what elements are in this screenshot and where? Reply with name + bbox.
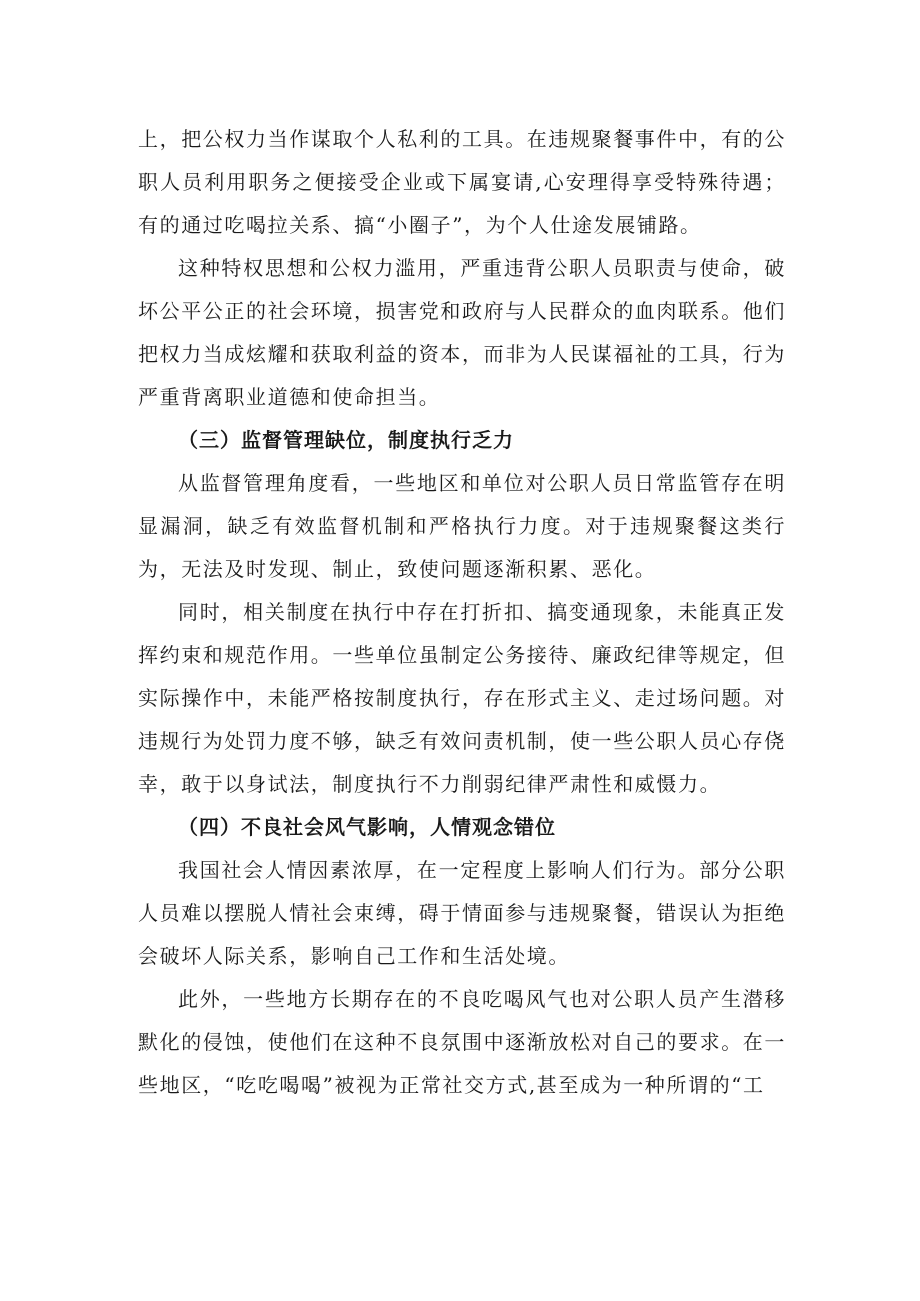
section-heading-4: （四）不良社会风气影响，人情观念错位 [178,815,556,839]
paragraph-continuation: 上，把公权力当作谋取个人私利的工具。在违规聚餐事件中，有的公职人员利用职务之便接受企业或下属宴请,心安理得享受特殊待遇；有的通过吃喝拉关系、搞“小圈子”，为个人仕途发展铺路。 [138,127,786,237]
paragraph-social-relations: 我国社会人情因素浓厚，在一定程度上影响人们行为。部分公职人员难以摆脱人情社会束缚，碍于情面参与违规聚餐，错误认为拒绝会破坏人际关系，影响自己工作和生活处境。 [138,858,786,968]
paragraph-dining-culture: 此外，一些地方长期存在的不良吃喝风气也对公职人员产生潜移默化的侵蚀，使他们在这种不良氛围中逐渐放松对自己的要求。在一些地区，“吃吃喝喝”被视为正常社交方式,甚至成为一种所谓的“工 [138,987,786,1097]
document-body [138,118,786,1107]
section-heading-3: （三）监督管理缺位，制度执行乏力 [178,428,514,452]
paragraph-privilege-thinking: 这种特权思想和公权力滥用，严重违背公职人员职责与使命，破坏公平公正的社会环境，损害党和政府与人民群众的血肉联系。他们把权力当成炫耀和获取利益的资本，而非为人民谋福祉的工具，行为严重背离职业道德和使命担当。 [138,256,786,409]
paragraph-institution-execution: 同时，相关制度在执行中存在打折扣、搞变通现象，未能真正发挥约束和规范作用。一些单位虽制定公务接待、廉政纪律等规定，但实际操作中，未能严格按制度执行，存在形式主义、走过场问题。对违规行为处罚力度不够，缺乏有效问责机制，使一些公职人员心存侥幸，敢于以身试法，制度执行不力削弱纪律严肃性和威慑力。 [138,600,786,796]
paragraph-supervision: 从监督管理角度看，一些地区和单位对公职人员日常监管存在明显漏洞，缺乏有效监督机制和严格执行力度。对于违规聚餐这类行为，无法及时发现、制止，致使问题逐渐积累、恶化。 [138,471,786,581]
